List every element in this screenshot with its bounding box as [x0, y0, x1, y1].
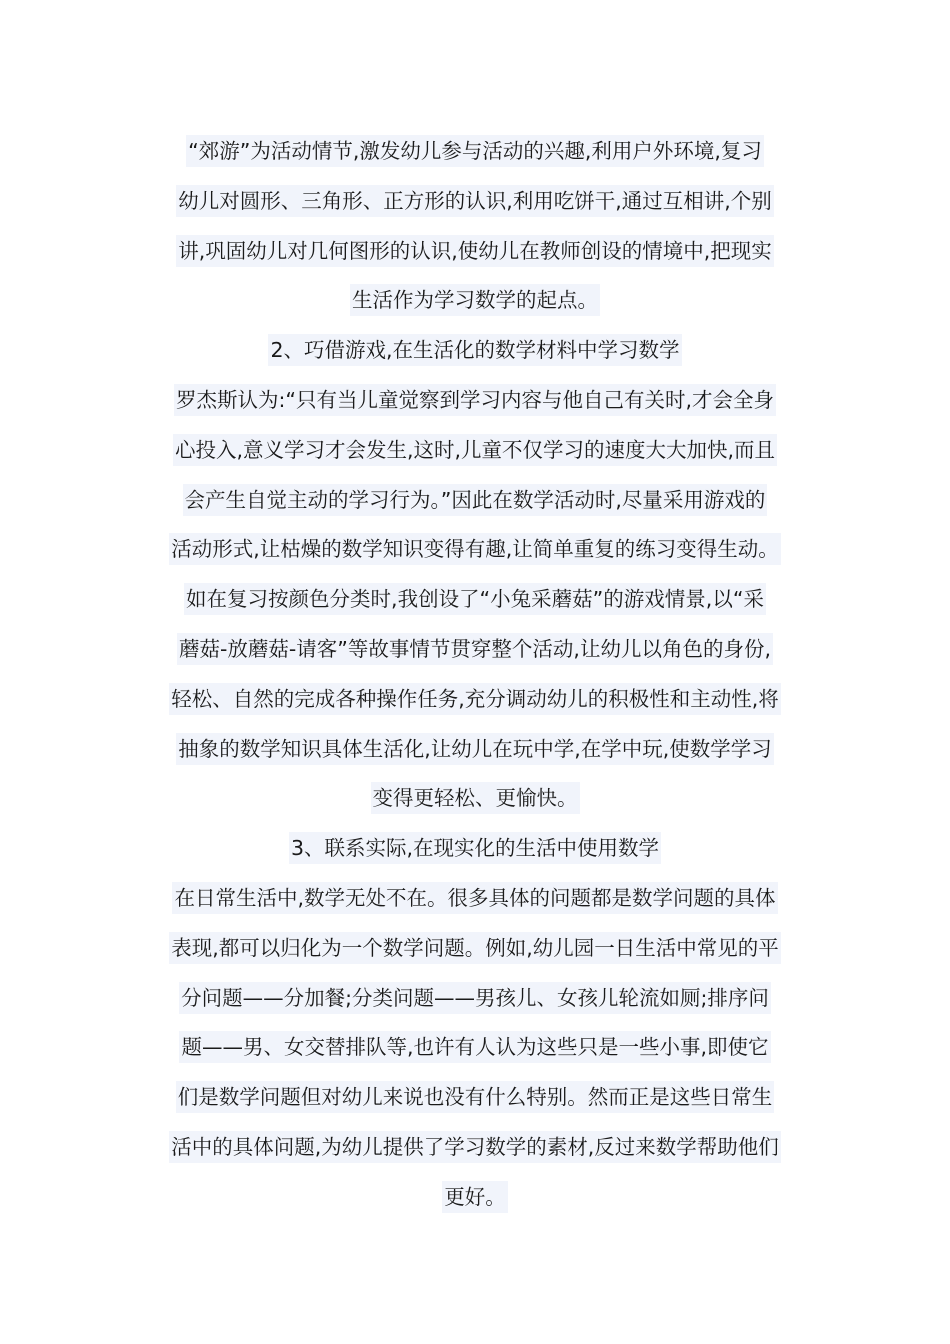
text-line — [140, 276, 810, 326]
text-line — [140, 725, 810, 775]
text-line-content: 讲,巩固幼儿对几何图形的认识,使幼儿在教师创设的情境中,把现实 — [176, 235, 774, 267]
text-line-content: 分问题——分加餐;分类问题——男孩儿、女孩儿轮流如厕;排序问 — [179, 982, 771, 1014]
section-heading — [140, 326, 810, 376]
text-line — [140, 774, 810, 824]
text-line — [140, 227, 810, 277]
text-line-content: 如在复习按颜色分类时,我创设了“小兔采蘑菇”的游戏情景,以“采 — [184, 583, 766, 615]
text-line-content: 表现,都可以归化为一个数学问题。例如,幼儿园一日生活中常见的平 — [169, 932, 781, 964]
text-line-content: 幼儿对圆形、三角形、正方形的认识,利用吃饼干,通过互相讲,个别 — [176, 185, 774, 217]
text-line-content: 活动形式,让枯燥的数学知识变得有趣,让简单重复的练习变得生动。 — [169, 533, 781, 565]
text-line-content: 变得更轻松、更愉快。 — [371, 782, 580, 814]
text-line — [140, 476, 810, 526]
document-body — [140, 127, 810, 1223]
text-line-content: 生活作为学习数学的起点。 — [350, 284, 600, 316]
text-line-content: 抽象的数学知识具体生活化,让幼儿在玩中学,在学中玩,使数学学习 — [176, 733, 774, 765]
text-line — [140, 426, 810, 476]
section-heading-text: 3、联系实际,在现实化的生活中使用数学 — [289, 832, 661, 864]
text-line — [140, 525, 810, 575]
text-line-content: 更好。 — [442, 1181, 508, 1213]
text-line — [140, 177, 810, 227]
text-line-content: 活中的具体问题,为幼儿提供了学习数学的素材,反过来数学帮助他们 — [169, 1131, 781, 1163]
text-line — [140, 1023, 810, 1073]
section-heading — [140, 824, 810, 874]
text-line-content: “郊游”为活动情节,激发幼儿参与活动的兴趣,利用户外环境,复习 — [186, 135, 764, 167]
text-line — [140, 376, 810, 426]
text-line — [140, 675, 810, 725]
text-line — [140, 924, 810, 974]
text-line — [140, 1173, 810, 1223]
text-line — [140, 874, 810, 924]
text-line — [140, 575, 810, 625]
text-line-content: 蘑菇-放蘑菇-请客”等故事情节贯穿整个活动,让幼儿以角色的身份, — [177, 633, 773, 665]
section-heading-text: 2、巧借游戏,在生活化的数学材料中学习数学 — [268, 334, 681, 366]
text-line-content: 们是数学问题但对幼儿来说也没有什么特别。然而正是这些日常生 — [176, 1081, 775, 1113]
text-line-content: 轻松、自然的完成各种操作任务,充分调动幼儿的积极性和主动性,将 — [169, 683, 781, 715]
text-line — [140, 127, 810, 177]
text-line — [140, 1073, 810, 1123]
text-line — [140, 1123, 810, 1173]
text-line-content: 罗杰斯认为:“只有当儿童觉察到学习内容与他自己有关时,才会全身 — [174, 384, 776, 416]
text-line-content: 会产生自觉主动的学习行为。”因此在数学活动时,尽量采用游戏的 — [183, 484, 768, 516]
text-line — [140, 625, 810, 675]
text-line — [140, 974, 810, 1024]
text-line-content: 题——男、女交替排队等,也许有人认为这些只是一些小事,即使它 — [179, 1031, 770, 1063]
text-line-content: 在日常生活中,数学无处不在。很多具体的问题都是数学问题的具体 — [172, 882, 777, 914]
text-line-content: 心投入,意义学习才会发生,这时,儿童不仅学习的速度大大加快,而且 — [173, 434, 777, 466]
